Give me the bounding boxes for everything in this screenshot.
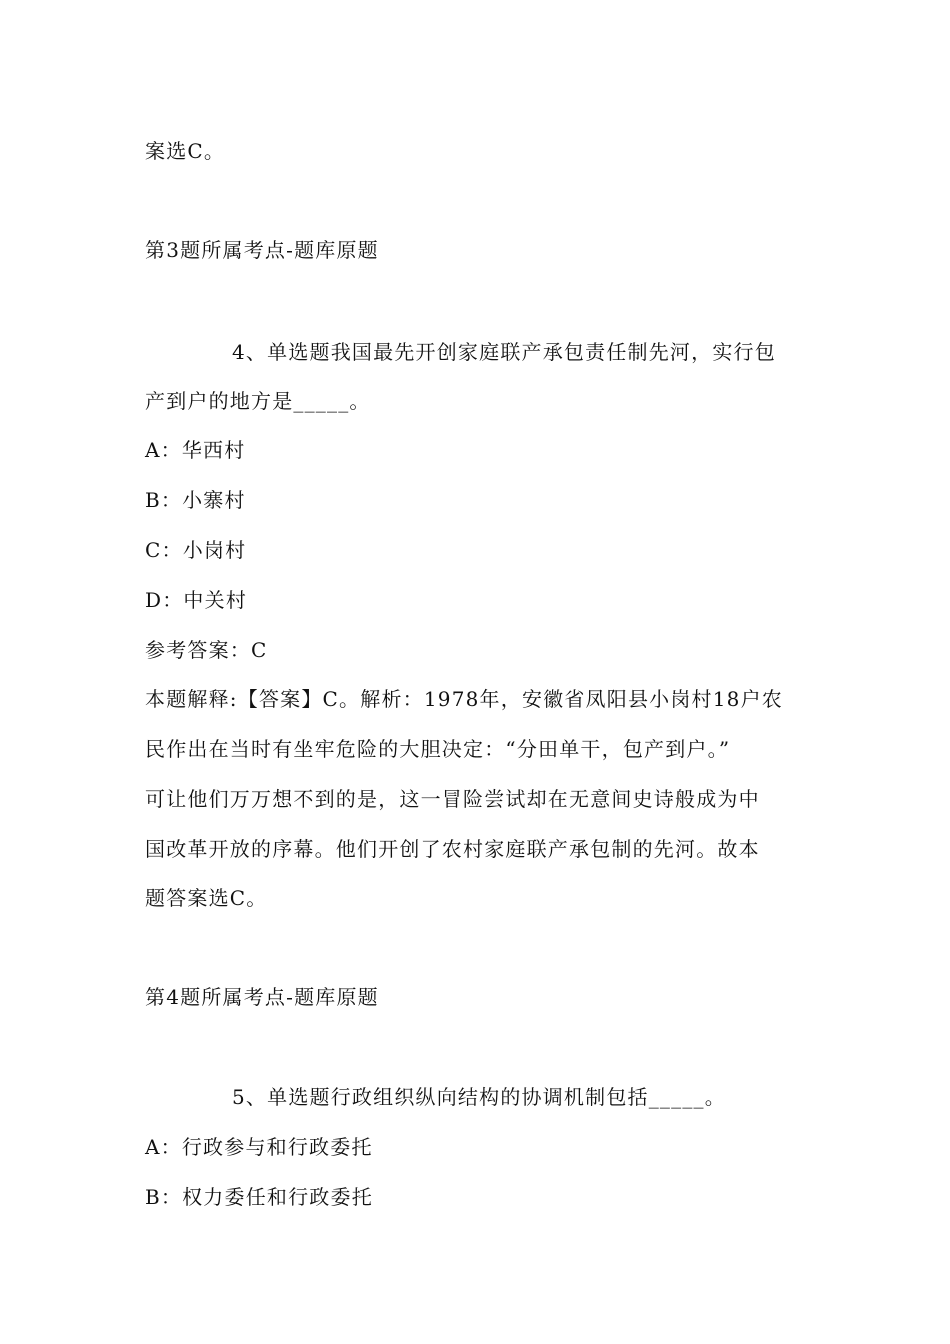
q4-topic-label: 第4题所属考点-题库原题 bbox=[145, 985, 379, 1009]
q4-stem-line-2: 产到户的地方是_____。 bbox=[145, 389, 371, 413]
q4-stem-line-1: 4、单选题我国最先开创家庭联产承包责任制先河，实行包 bbox=[232, 340, 776, 364]
previous-answer-tail: 案选C。 bbox=[145, 139, 226, 163]
q4-explanation-line-1: 本题解释:【答案】C。解析：1978年，安徽省凤阳县小岗村18户农 bbox=[145, 687, 783, 711]
q4-option-a: A：华西村 bbox=[145, 438, 246, 462]
q4-reference-answer: 参考答案：C bbox=[145, 638, 268, 662]
q4-explanation-line-5: 题答案选C。 bbox=[145, 886, 268, 910]
q4-option-c: C：小岗村 bbox=[145, 538, 247, 562]
q4-explanation-line-4: 国改革开放的序幕。他们开创了农村家庭联产承包制的先河。故本 bbox=[145, 837, 760, 861]
q4-explanation-line-3: 可让他们万万想不到的是，这一冒险尝试却在无意间史诗般成为中 bbox=[145, 787, 760, 811]
q4-option-b: B：小寨村 bbox=[145, 488, 246, 512]
q5-option-a: A：行政参与和行政委托 bbox=[145, 1135, 373, 1159]
q4-explanation-line-2: 民作出在当时有坐牢危险的大胆决定：“分田单干，包产到户。” bbox=[145, 737, 731, 761]
q4-option-d: D：中关村 bbox=[145, 588, 248, 612]
q5-option-b: B：权力委任和行政委托 bbox=[145, 1185, 373, 1209]
q5-stem-line-1: 5、单选题行政组织纵向结构的协调机制包括_____。 bbox=[232, 1085, 726, 1109]
q3-topic-label: 第3题所属考点-题库原题 bbox=[145, 238, 379, 262]
